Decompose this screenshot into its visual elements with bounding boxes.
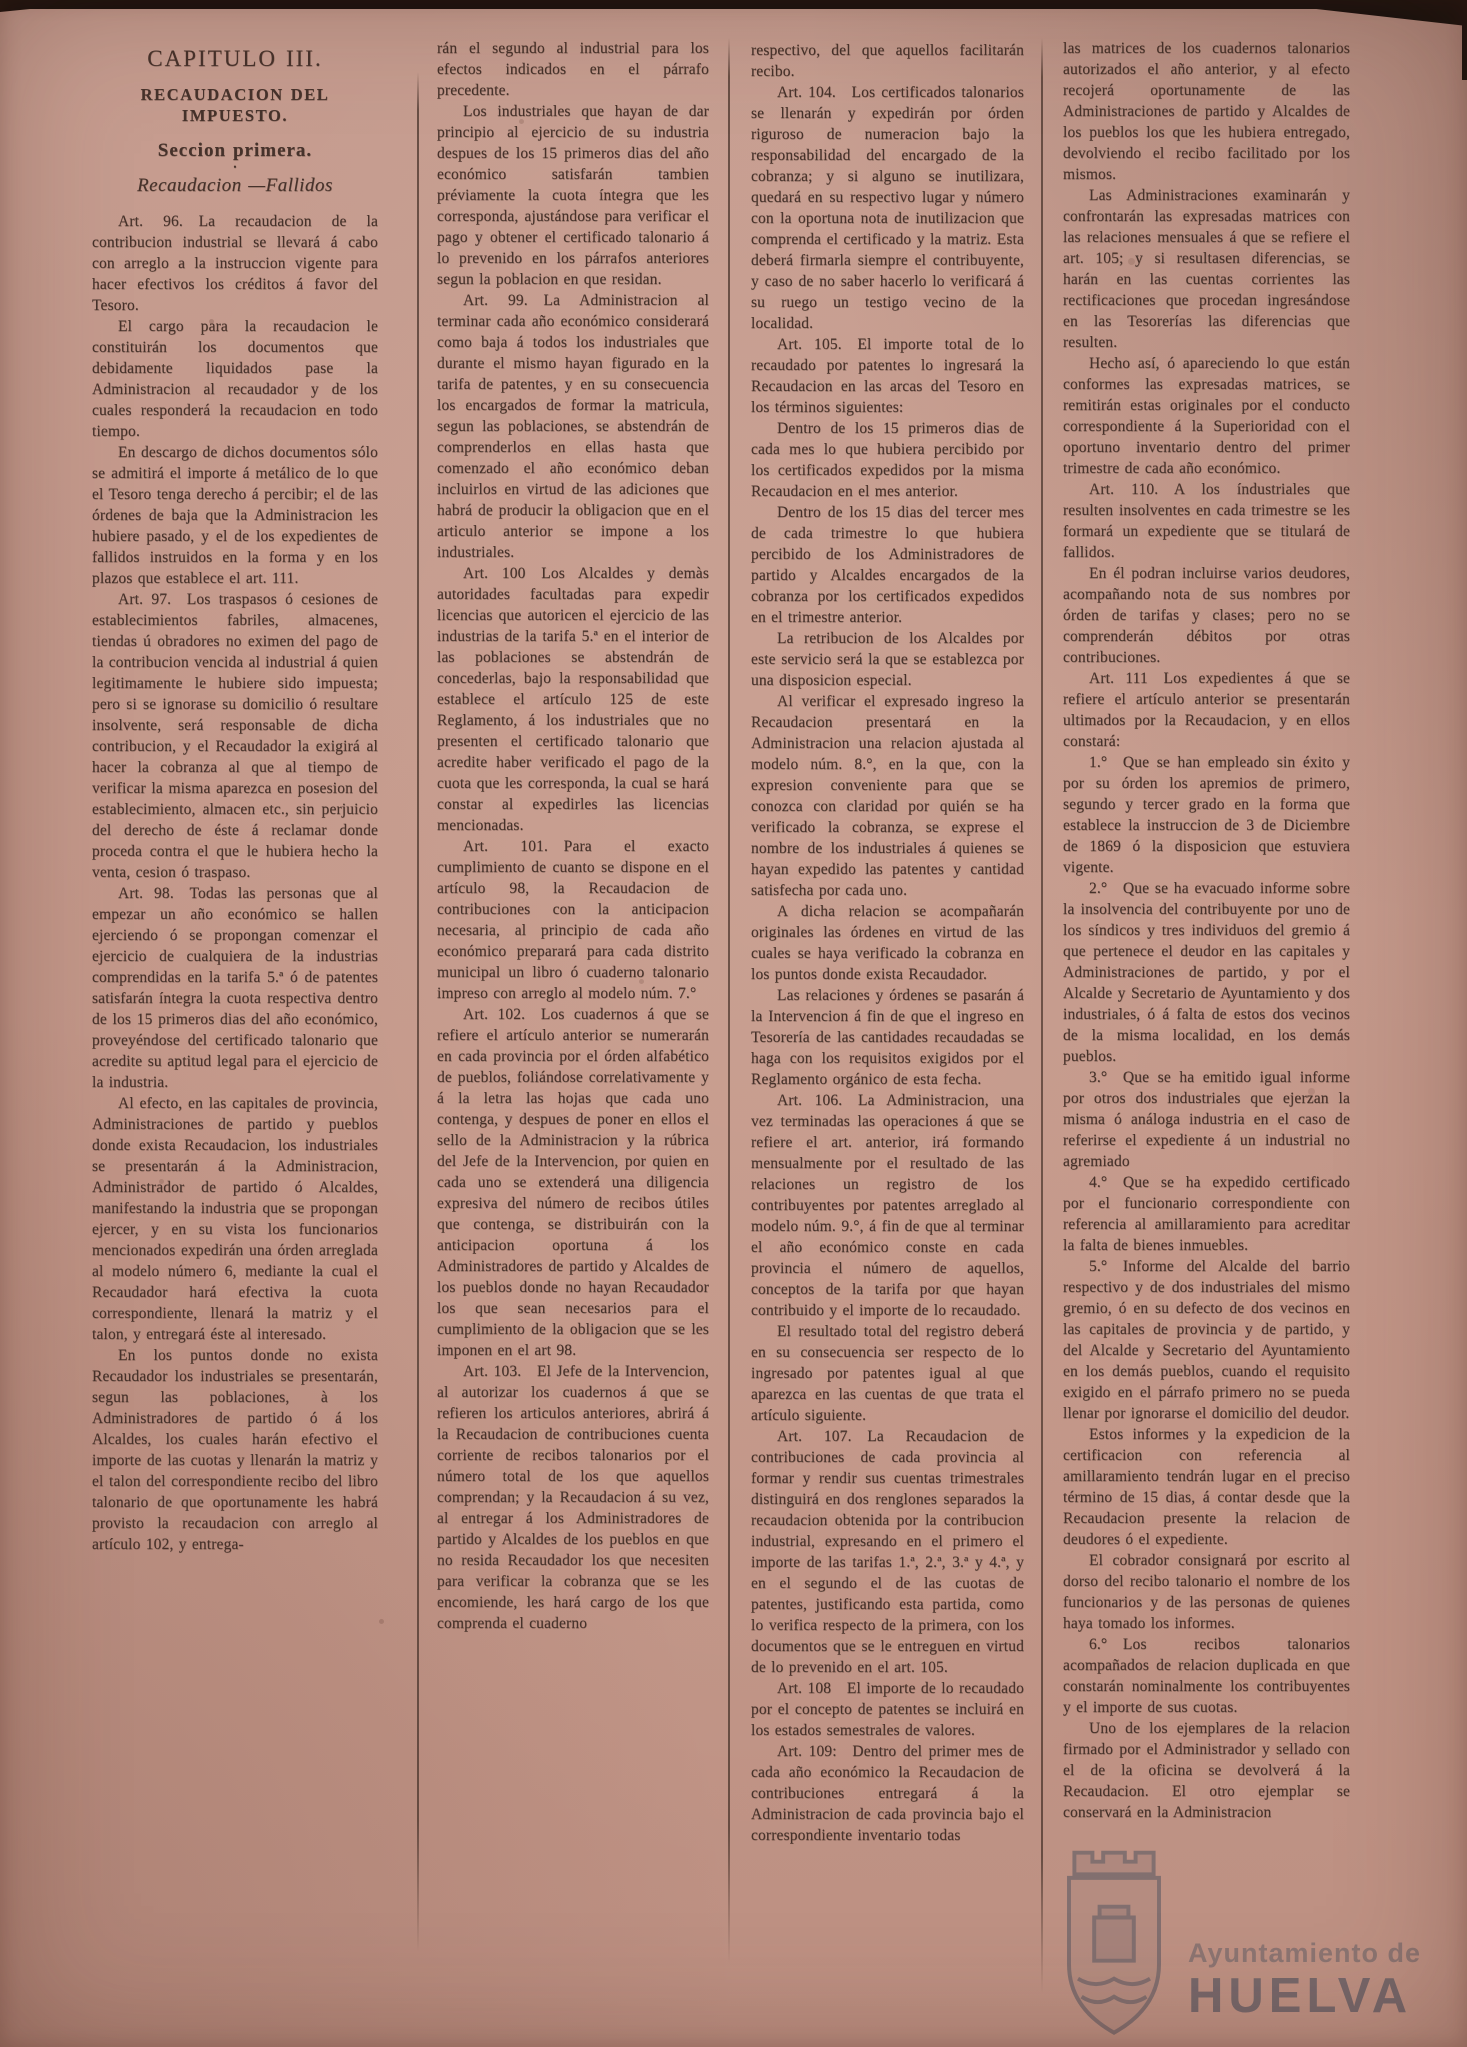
chapter-title: CAPITULO III.	[147, 48, 323, 71]
paragraph: Art. 104. Los certificados talonarios se llenarán y expedirán por órden riguroso de numeracion bajo la responsabilidad del encargado de la cobranza; y si alguno se inutilizara, quedará en su respectivo lugar y número con la oportuna nota de inutilizacion que comprenda el certificado y la matriz. Esta deberá firmarla siempre el contribuyente, y caso de no saber hacerlo lo verificará á su ruego un testigo vecino de la localidad.	[751, 84, 1024, 332]
paragraph: Art. 103. El Jefe de la Intervencion, al autorizar los cuadernos á que se refieren los articulos anteriores, abrirá á la Recaudacion de contribuciones cuenta corriente de recibos talonarios por el número total de los que aquellos comprendan; y la Recaudacion á su vez, al entregar á los Administradores de partido y Alcaldes de los pueblos en que no resida Recaudador los que necesiten para verificar la cobranza que se les encomiende, les hará cargo de los que comprenda el cuaderno	[437, 1363, 709, 1632]
scan-corner-top-left	[0, 0, 120, 12]
paragraph: El cargo para la recaudacion le constituirán los documentos que debidamente liquidados pase la Administracion al recaudador y de los cuales responderá la recaudacion en todo tiempo.	[92, 318, 378, 440]
section-heading: RECAUDACION DEL IMPUESTO.	[140, 85, 330, 125]
paragraph: Art. 96. La recaudacion de la contribucion industrial se llevará á cabo con arreglo a la instruccion vigente para hacer efectivos los créditos á favor del Tesoro.	[92, 213, 378, 314]
separator-dot: •	[233, 162, 237, 172]
paragraph: Art. 100 Los Alcaldes y demàs autoridades facultadas para expedir licencias que autoricen el ejercicio de las industrias de la tarifa 5.ª en el interior de las poblaciones se abstendrán de concederlas, bajo la responsabilidad que establece el artículo 125 de este Reglamento, á los industriales que no presenten el certificado talonario que acredite haber verificado el pago de la cuota que les corresponda, la cual se hará constar al expedirles las licencias mencionadas.	[437, 565, 709, 834]
paragraph: Art. 110. A los índustriales que resulten insolventes en cada trimestre se les formará un expediente que se titulará de fallidos.	[1063, 481, 1350, 561]
scan-edge-right	[1462, 0, 1467, 80]
paragraph: Hecho así, ó apareciendo lo que están conformes las expresadas matrices, se remitirán estas originales por el conducto correspondiente á la Superioridad con el oportuno inventario dentro del primer trimestre de cada año económico.	[1063, 355, 1350, 477]
paragraph: Art. 99. La Administracion al terminar cada año económico considerará como baja á todos los industriales que durante el mismo hayan figurado en la tarifa de patentes, y en su consecuencia los encargados de formar la matricula, segun las poblaciones, se abstendrán de comprenderlos en ellas hasta que comenzado el año económico deban incluirlos en virtud de las adiciones que habrá de producir la obligacion que en el articulo anterior se impone a los industriales.	[437, 292, 709, 561]
paragraph: Los industriales que hayan de dar principio al ejercicio de su industria despues de los 15 primeros dias del año económico satisfarán tambien préviamente la cuota íntegra que les corresponda, ajustándose para verificar el pago y obtener el certificado talonario á lo prevenido en los párrafos anteriores segun la poblacion en que residan.	[437, 103, 709, 288]
subsection-heading: Seccion primera.	[157, 140, 313, 161]
paragraph: Art. 102. Los cuadernos á que se refiere el artículo anterior se numerarán en cada provincia por el órden alfabético de pueblos, foliándose correlativamente y á la letra las hojas que cada uno contenga, y despues de poner en ellos el sello de la Administracion y la rúbrica del Jefe de la Intervencion, por quien en cada uno se extenderá una diligencia expresiva del número de recibos útiles que contenga, se distribuirán con la anticipacion oportuna á los Administradores de partido y Alcaldes de los pueblos donde no hayan Recaudador los que sean necesarios para el cumplimiento de la obligacion que se les imponen en el art 98.	[437, 1006, 709, 1359]
column-rule-2	[728, 38, 730, 1963]
subject-line: Recaudacion —Fallidos	[137, 175, 333, 196]
paragraph: Dentro de los 15 primeros dias de cada mes lo que hubiera percibido por los certificados expedidos por la misma Recaudacion en el mes anterior.	[751, 420, 1024, 500]
watermark-line2: HUELVA	[1188, 1969, 1413, 2023]
column-rule-1	[417, 72, 419, 1952]
paragraph: El cobrador consignará por escrito al dorso del recibo talonario el nombre de los funcionarios y de las personas de quienes haya tomado los informes.	[1063, 1552, 1350, 1632]
paragraph: Art. 101. Para el exacto cumplimiento de cuanto se dispone en el artículo 98, la Recaudacion de contribuciones con la anticipacion necesaria, al principio de cada año económico preparará para cada distrito municipal un libro ó cuaderno talonario impreso con arreglo al modelo núm. 7.°	[437, 838, 709, 1002]
paper-specks	[0, 0, 3, 3]
paragraph: Art. 111 Los expedientes á que se refiere el artículo anterior se presentarán ultimados por la Recaudacion, y en ellos constará:	[1063, 670, 1350, 750]
paragraph: La retribucion de los Alcaldes por este servicio será la que se establezca por una disposicion especial.	[751, 630, 1024, 689]
paragraph: Art. 108 El importe de lo recaudado por el concepto de patentes se incluirá en los estados semestrales de valores.	[751, 1680, 1024, 1739]
paragraph: Uno de los ejemplares de la relacion firmado por el Administrador y sellado con el de la oficina se devolverá á la Recaudacion. El otro ejemplar se conservará en la Administracion	[1063, 1720, 1350, 1821]
text-column-4	[1063, 38, 1350, 2028]
paragraph: 5.° Informe del Alcalde del barrio respectivo y de dos industriales del mismo gremio, ó en su defecto de dos vecinos en las capitales de provincia y de partido, y del Alcalde y Secretario del Ayuntamiento en los demás pueblos, cuando el requisito exigido en el párrafo primero no se pueda llenar por ignorarse el domicilio del deudor.	[1063, 1258, 1350, 1422]
paragraph: 4.° Que se ha expedido certificado por el funcionario correspondiente con referencia al amillaramiento para acreditar la falta de bienes inmuebles.	[1063, 1174, 1350, 1254]
paragraph: El resultado total del registro deberá en su consecuencia ser respecto de lo ingresado por patentes igual al que aparezca en las cuentas de que trata el artículo siguiente.	[751, 1323, 1024, 1424]
paragraph: Art. 105. El importe total de lo recaudado por patentes lo ingresará la Recaudacion en las arcas del Tesoro en los términos siguientes:	[751, 336, 1024, 416]
paragraph: 2.° Que se ha evacuado informe sobre la insolvencia del contribuyente por uno de los síndicos y tres individuos del gremio á que pertenece el deudor en las capitales y Administraciones de partido, y por el Alcalde y Secretario de Ayuntamiento y dos industriales, ó á falta de estos dos vecinos de la misma localidad, en los demás pueblos.	[1063, 880, 1350, 1065]
paragraph: 3.° Que se ha emitido igual informe por otros dos industriales que ejerzan la misma ó análoga industria en el caso de referirse el expediente á un industrial no agremiado	[1063, 1069, 1350, 1170]
text-column-3	[751, 40, 1024, 2030]
text-column-2	[437, 38, 709, 2028]
paragraph: Art. 109: Dentro del primer mes de cada año económico la Recaudacion de contribuciones entregará á la Administracion de cada provincia bajo el correspondiente inventario todas	[751, 1743, 1024, 1844]
paragraph: En él podran incluirse varios deudores, acompañando nota de sus nombres por órden de tarifas y clases; pero no se comprenderán débitos por otras contribuciones.	[1063, 565, 1350, 666]
paragraph: En los puntos donde no exista Recaudador los industriales se presentarán, segun las poblaciones, à los Administradores de partido ó á los Alcaldes, los cuales harán efectivo el importe de las cuotas y llenarán la matriz y el talon del correspondiente recibo del libro talonario de que oportunamente les habrá provisto la recaudacion con arreglo al artículo 102, y entrega-	[92, 1347, 378, 1553]
paragraph: 6.° Los recibos talonarios acompañados de relacion duplicada en que constarán nominalmente los contribuyentes y el importe de sus cuotas.	[1063, 1636, 1350, 1716]
paragraph-continuation: respectivo, del que aquellos facilitarán recibo.	[751, 42, 1024, 80]
paragraph: En descargo de dichos documentos sólo se admitirá el importe á metálico de lo que el Tesoro tenga derecho á percibir; el de las órdenes de baja que la Administracion les hubiere pasado, y el de los expedientes de fallidos instruidos en la forma y en los plazos que establece el art. 111.	[92, 444, 378, 587]
paragraph: Dentro de los 15 dias del tercer mes de cada trimestre lo que hubiera percibido de los Administradores de partido y Alcaldes encargados de la cobranza por los certificados expedidos en el trimestre anterior.	[751, 504, 1024, 626]
paragraph: 1.° Que se han empleado sin éxito y por su órden los apremios de primero, segundo y tercer grado en la forma que establece la instruccion de 3 de Diciembre de 1869 ó la disposicion que estuviera vigente.	[1063, 754, 1350, 876]
paragraph: Al verificar el expresado ingreso la Recaudacion presentará en la Administracion una relacion ajustada al modelo núm. 8.°, en la que, con la expresion conveniente para que se conozca con claridad por quién se ha verificado la cobranza, se exprese el nombre de los industriales á quienes se hayan expedido las patentes y cantidad satisfecha por cada uno.	[751, 693, 1024, 899]
paragraph: Al efecto, en las capitales de provincia, Administraciones de partido y pueblos donde exista Recaudacion, los industriales se presentarán á la Administracion, Administrador de partido ó Alcaldes, manifestando la industria que se propongan ejercer, y en su vista los funcionarios mencionados expedirán una órden arreglada al modelo número 6, mediante la cual el Recaudador hará efectiva la cuota correspondiente, llenará la matriz y el talon, y entregará éste al interesado.	[92, 1095, 378, 1343]
paragraph: Art. 106. La Administracion, una vez terminadas las operaciones á que se refiere el art. anterior, irá formando mensualmente por el resultado de las relaciones un registro de los contribuyentes por patentes arreglado al modelo núm. 9.°, á fin de que al terminar el año económico conste en cada provincia el número de aquellos, conceptos de la tarifa por que hayan contribuido y el importe de lo recaudado.	[751, 1092, 1024, 1319]
paragraph: Estos informes y la expedicion de la certificacion con referencia al amillaramiento tendrán lugar en el preciso término de 15 dias, á contar desde que la Recaudacion presente la relacion de deudores ó el expediente.	[1063, 1426, 1350, 1548]
paragraph: Art. 107. La Recaudacion de contribuciones de cada provincia al formar y rendir sus cuentas trimestrales distinguirá en dos renglones separados la recaudacion obtenida por la contribucion industrial, expresando en el primero el importe de las tarifas 1.ª, 2.ª, 3.ª y 4.ª, y en el segundo el de las cuotas de patentes, justificando esta partida, como lo verifica respecto de la primera, con los documentos que se le entreguen en virtud de lo prevenido en el art. 105.	[751, 1428, 1024, 1676]
paragraph: Las relaciones y órdenes se pasarán á la Intervencion á fin de que el ingreso en Tesorería de las cantidades recaudadas se haga con los requisitos exigidos por el Reglamento orgánico de esta fecha.	[751, 987, 1024, 1088]
paragraph: Las Administraciones examinarán y confrontarán las expresadas matrices con las relaciones mensuales á que se refiere el art. 105; y si resultasen diferencias, se harán en las cuentas corrientes las rectificaciones que procedan ingresándose en las Tesorerías las diferencias que resulten.	[1063, 187, 1350, 351]
paragraph: Art. 98. Todas las personas que al empezar un año económico se hallen ejerciendo ó se propongan comenzar el ejercicio de cualquiera de la industrias comprendidas en la tarifa 5.ª ó de patentes satisfarán íntegra la cuota respectiva dentro de los 15 primeros dias del año económico, proveyéndose del certificado talonario que acredite su aptitud legal para el ejercicio de la industria.	[92, 885, 378, 1091]
watermark-line1: Ayuntamiento de	[1188, 1938, 1422, 1968]
text-column-1	[92, 48, 378, 2038]
scan-corner-top-right	[1237, 0, 1467, 26]
paragraph: Art. 97. Los traspasos ó cesiones de establecimientos fabriles, almacenes, tiendas ú obradores no eximen del pago de la contribucion vencida al industrial á quien legitimamente le hubiere sido impuesta; pero si se ignorase su domicilio ó resultare insolvente, será responsable de dicha contribucion, y el Recaudador la exigirá al hacer la cobranza al que al tiempo de verificar la misma aparezca en posesion del establecimiento, almacen etc., sin perjuicio del derecho de éste á reclamar donde proceda contra el que le hubiera hecho la venta, cesion ó traspaso.	[92, 591, 378, 881]
paragraph-continuation: rán el segundo al industrial para los efectos indicados en el párrafo precedente.	[437, 40, 709, 99]
column-rule-3	[1041, 38, 1043, 1993]
paragraph-continuation: las matrices de los cuadernos talonarios autorizados el año anterior, y al efecto recojerá oportunamente de las Administraciones de partido y Alcaldes de los pueblos los que les hubiera entregado, devolviendo el recibo facilitado por los mismos.	[1063, 40, 1350, 183]
paragraph: A dicha relacion se acompañarán originales las órdenes en virtud de las cuales se haya verificado la cobranza en los puntos donde exista Recaudador.	[751, 903, 1024, 983]
